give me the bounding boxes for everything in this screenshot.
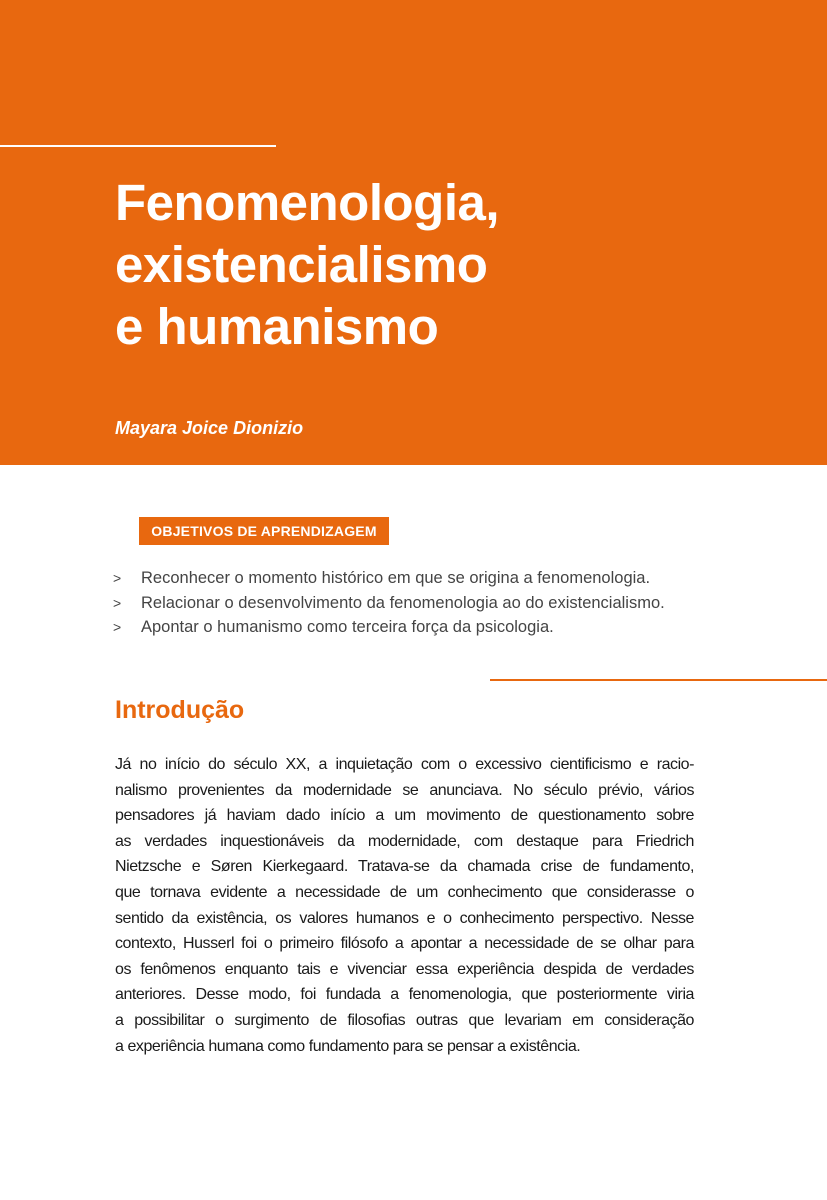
text-line: pensadores já haviam dado início a um movimento de questionamento sobre [115, 807, 694, 825]
list-item [113, 566, 665, 591]
chapter-header [0, 0, 827, 465]
header-rule [0, 145, 276, 147]
text-line: nalismo provenientes da modernidade se anunciava. No século prévio, vários [115, 781, 694, 799]
list-item [113, 591, 665, 616]
body-paragraph [115, 752, 694, 1059]
title-line: existencialismo [115, 236, 488, 293]
objective-text: Relacionar o desenvolvimento da fenomenologia ao do existencialismo. [141, 593, 665, 612]
text-line: anteriores. Desse modo, foi fundada a fenomenologia, que posteriormente viria [115, 986, 694, 1004]
section-rule [490, 679, 827, 681]
title-line: e humanismo [115, 298, 439, 355]
text-line: sentido da existência, os valores humanos e o conhecimento perspectivo. Nesse [115, 909, 694, 927]
text-line: que tornava evidente a necessidade de um conhecimento que considerasse o [115, 883, 694, 901]
author: Mayara Joice Dionizio [115, 418, 304, 438]
objectives-list [113, 566, 665, 640]
title-line: Fenomenologia, [115, 174, 500, 231]
objectives-badge: OBJETIVOS DE APRENDIZAGEM [139, 517, 389, 545]
text-line: as verdades inquestionáveis da modernidade, com destaque para Friedrich [115, 832, 694, 850]
list-item [113, 615, 665, 640]
section-heading: Introdução [115, 696, 245, 724]
text-line: os fenômenos enquanto tais e vivenciar essa experiência despida de verdades [115, 960, 694, 978]
text-line: Já no início do século XX, a inquietação com o excessivo cientificismo e racio- [115, 756, 694, 773]
text-line: Nietzsche e Søren Kierkegaard. Tratava-se da chamada crise de fundamento, [115, 858, 694, 876]
bullet-icon: > [113, 619, 122, 635]
objective-text: Apontar o humanismo como terceira força da psicologia. [141, 618, 554, 636]
objective-text: Reconhecer o momento histórico em que se origina a fenomenologia. [141, 569, 651, 587]
text-line: a possibilitar o surgimento de filosofias outras que levariam em consideração [115, 1011, 694, 1029]
bullet-icon: > [113, 570, 122, 586]
bullet-icon: > [113, 594, 122, 611]
text-line: a experiência humana como fundamento para se pensar a existência. [115, 1037, 581, 1055]
text-line: contexto, Husserl foi o primeiro filósofo a apontar a necessidade de se olhar para [115, 935, 694, 953]
chapter-title [115, 172, 499, 358]
